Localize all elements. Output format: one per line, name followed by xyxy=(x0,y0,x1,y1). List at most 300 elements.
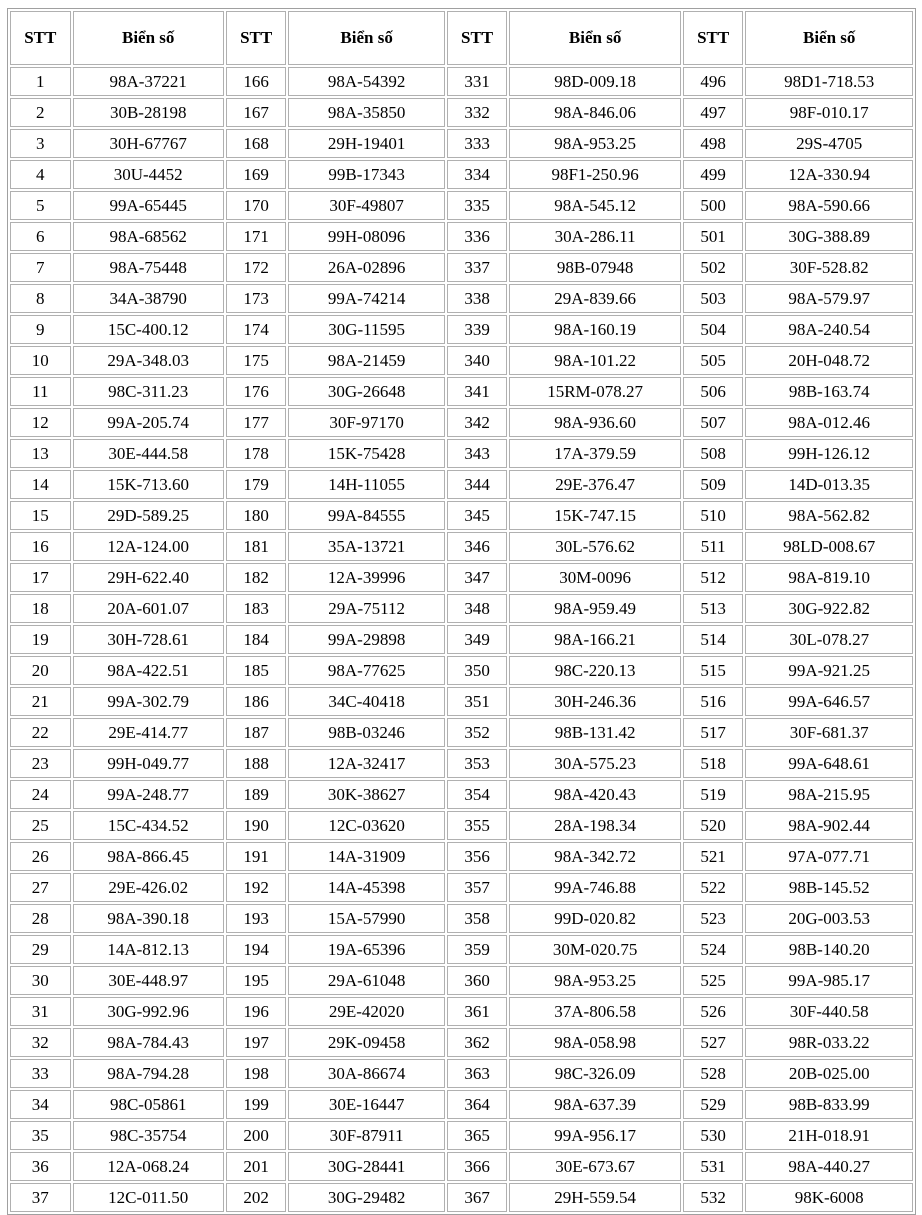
stt-cell: 331 xyxy=(447,67,508,96)
stt-cell: 169 xyxy=(226,160,287,189)
plate-cell: 98F-010.17 xyxy=(745,98,913,127)
stt-cell: 364 xyxy=(447,1090,508,1119)
stt-cell: 175 xyxy=(226,346,287,375)
stt-cell: 511 xyxy=(683,532,744,561)
table-row xyxy=(10,501,913,530)
stt-cell: 524 xyxy=(683,935,744,964)
plate-cell: 98B-140.20 xyxy=(745,935,913,964)
stt-cell: 190 xyxy=(226,811,287,840)
plate-cell: 14A-812.13 xyxy=(73,935,224,964)
header-stt: STT xyxy=(683,11,744,65)
header-stt: STT xyxy=(447,11,508,65)
stt-cell: 514 xyxy=(683,625,744,654)
plate-cell: 98A-21459 xyxy=(288,346,444,375)
stt-cell: 336 xyxy=(447,222,508,251)
plate-cell: 29K-09458 xyxy=(288,1028,444,1057)
stt-cell: 16 xyxy=(10,532,71,561)
stt-cell: 35 xyxy=(10,1121,71,1150)
stt-cell: 348 xyxy=(447,594,508,623)
stt-cell: 357 xyxy=(447,873,508,902)
plate-cell: 98R-033.22 xyxy=(745,1028,913,1057)
stt-cell: 366 xyxy=(447,1152,508,1181)
plate-cell: 98LD-008.67 xyxy=(745,532,913,561)
plate-cell: 30H-246.36 xyxy=(509,687,681,716)
stt-cell: 15 xyxy=(10,501,71,530)
stt-cell: 23 xyxy=(10,749,71,778)
stt-cell: 25 xyxy=(10,811,71,840)
plate-cell: 12C-011.50 xyxy=(73,1183,224,1212)
plate-cell: 98B-07948 xyxy=(509,253,681,282)
plate-cell: 99A-746.88 xyxy=(509,873,681,902)
plate-cell: 99A-248.77 xyxy=(73,780,224,809)
stt-cell: 178 xyxy=(226,439,287,468)
stt-cell: 9 xyxy=(10,315,71,344)
plate-cell: 12A-32417 xyxy=(288,749,444,778)
plate-cell: 98A-160.19 xyxy=(509,315,681,344)
stt-cell: 19 xyxy=(10,625,71,654)
plate-cell: 98A-166.21 xyxy=(509,625,681,654)
plate-cell: 30H-67767 xyxy=(73,129,224,158)
plate-cell: 12A-39996 xyxy=(288,563,444,592)
header-plate: Biển số xyxy=(509,11,681,65)
plate-cell: 29S-4705 xyxy=(745,129,913,158)
table-row xyxy=(10,904,913,933)
stt-cell: 26 xyxy=(10,842,71,871)
license-plate-table-container xyxy=(7,8,916,1215)
plate-cell: 30A-286.11 xyxy=(509,222,681,251)
plate-cell: 20A-601.07 xyxy=(73,594,224,623)
table-row xyxy=(10,1152,913,1181)
stt-cell: 345 xyxy=(447,501,508,530)
stt-cell: 185 xyxy=(226,656,287,685)
plate-cell: 30F-440.58 xyxy=(745,997,913,1026)
plate-cell: 99A-956.17 xyxy=(509,1121,681,1150)
stt-cell: 527 xyxy=(683,1028,744,1057)
stt-cell: 8 xyxy=(10,284,71,313)
plate-cell: 99A-648.61 xyxy=(745,749,913,778)
plate-cell: 98C-35754 xyxy=(73,1121,224,1150)
stt-cell: 184 xyxy=(226,625,287,654)
plate-cell: 99A-65445 xyxy=(73,191,224,220)
stt-cell: 350 xyxy=(447,656,508,685)
plate-cell: 99H-049.77 xyxy=(73,749,224,778)
stt-cell: 360 xyxy=(447,966,508,995)
stt-cell: 354 xyxy=(447,780,508,809)
stt-cell: 509 xyxy=(683,470,744,499)
plate-cell: 30H-728.61 xyxy=(73,625,224,654)
plate-cell: 14D-013.35 xyxy=(745,470,913,499)
table-row xyxy=(10,563,913,592)
stt-cell: 13 xyxy=(10,439,71,468)
table-row xyxy=(10,780,913,809)
stt-cell: 31 xyxy=(10,997,71,1026)
stt-cell: 344 xyxy=(447,470,508,499)
header-plate: Biển số xyxy=(745,11,913,65)
table-row xyxy=(10,1183,913,1212)
plate-cell: 98F1-250.96 xyxy=(509,160,681,189)
stt-cell: 343 xyxy=(447,439,508,468)
plate-cell: 15K-75428 xyxy=(288,439,444,468)
plate-cell: 98A-75448 xyxy=(73,253,224,282)
header-plate: Biển số xyxy=(288,11,444,65)
plate-cell: 99A-74214 xyxy=(288,284,444,313)
stt-cell: 358 xyxy=(447,904,508,933)
stt-cell: 347 xyxy=(447,563,508,592)
plate-cell: 15K-747.15 xyxy=(509,501,681,530)
table-row xyxy=(10,67,913,96)
plate-cell: 98D1-718.53 xyxy=(745,67,913,96)
stt-cell: 166 xyxy=(226,67,287,96)
table-row xyxy=(10,811,913,840)
plate-cell: 29E-42020 xyxy=(288,997,444,1026)
stt-cell: 528 xyxy=(683,1059,744,1088)
plate-cell: 30L-576.62 xyxy=(509,532,681,561)
stt-cell: 202 xyxy=(226,1183,287,1212)
plate-cell: 29A-75112 xyxy=(288,594,444,623)
plate-cell: 99A-84555 xyxy=(288,501,444,530)
plate-cell: 30F-681.37 xyxy=(745,718,913,747)
stt-cell: 179 xyxy=(226,470,287,499)
plate-cell: 15K-713.60 xyxy=(73,470,224,499)
table-row xyxy=(10,687,913,716)
stt-cell: 356 xyxy=(447,842,508,871)
stt-cell: 200 xyxy=(226,1121,287,1150)
plate-cell: 15RM-078.27 xyxy=(509,377,681,406)
plate-cell: 30G-922.82 xyxy=(745,594,913,623)
plate-cell: 14H-11055 xyxy=(288,470,444,499)
stt-cell: 523 xyxy=(683,904,744,933)
table-row xyxy=(10,966,913,995)
stt-cell: 519 xyxy=(683,780,744,809)
stt-cell: 500 xyxy=(683,191,744,220)
plate-cell: 30U-4452 xyxy=(73,160,224,189)
plate-cell: 14A-45398 xyxy=(288,873,444,902)
stt-cell: 517 xyxy=(683,718,744,747)
stt-cell: 338 xyxy=(447,284,508,313)
table-row xyxy=(10,439,913,468)
plate-cell: 34C-40418 xyxy=(288,687,444,716)
plate-cell: 30F-97170 xyxy=(288,408,444,437)
stt-cell: 4 xyxy=(10,160,71,189)
plate-cell: 12A-068.24 xyxy=(73,1152,224,1181)
stt-cell: 526 xyxy=(683,997,744,1026)
plate-cell: 29A-61048 xyxy=(288,966,444,995)
stt-cell: 501 xyxy=(683,222,744,251)
plate-cell: 98A-545.12 xyxy=(509,191,681,220)
table-row xyxy=(10,532,913,561)
table-row xyxy=(10,656,913,685)
stt-cell: 337 xyxy=(447,253,508,282)
table-row xyxy=(10,470,913,499)
stt-cell: 515 xyxy=(683,656,744,685)
stt-cell: 341 xyxy=(447,377,508,406)
plate-cell: 30G-992.96 xyxy=(73,997,224,1026)
table-row xyxy=(10,1090,913,1119)
table-row xyxy=(10,377,913,406)
stt-cell: 7 xyxy=(10,253,71,282)
plate-cell: 99H-08096 xyxy=(288,222,444,251)
table-row xyxy=(10,625,913,654)
stt-cell: 32 xyxy=(10,1028,71,1057)
stt-cell: 3 xyxy=(10,129,71,158)
plate-cell: 30M-020.75 xyxy=(509,935,681,964)
plate-cell: 26A-02896 xyxy=(288,253,444,282)
stt-cell: 191 xyxy=(226,842,287,871)
stt-cell: 186 xyxy=(226,687,287,716)
stt-cell: 367 xyxy=(447,1183,508,1212)
license-plate-table xyxy=(7,8,916,1215)
plate-cell: 98A-420.43 xyxy=(509,780,681,809)
stt-cell: 512 xyxy=(683,563,744,592)
stt-cell: 176 xyxy=(226,377,287,406)
stt-cell: 198 xyxy=(226,1059,287,1088)
stt-cell: 504 xyxy=(683,315,744,344)
stt-cell: 20 xyxy=(10,656,71,685)
plate-cell: 98A-54392 xyxy=(288,67,444,96)
stt-cell: 192 xyxy=(226,873,287,902)
plate-cell: 35A-13721 xyxy=(288,532,444,561)
plate-cell: 29E-376.47 xyxy=(509,470,681,499)
plate-cell: 98A-562.82 xyxy=(745,501,913,530)
plate-cell: 99A-646.57 xyxy=(745,687,913,716)
table-row xyxy=(10,191,913,220)
plate-cell: 98A-794.28 xyxy=(73,1059,224,1088)
stt-cell: 339 xyxy=(447,315,508,344)
stt-cell: 332 xyxy=(447,98,508,127)
plate-cell: 30G-29482 xyxy=(288,1183,444,1212)
plate-cell: 99D-020.82 xyxy=(509,904,681,933)
stt-cell: 173 xyxy=(226,284,287,313)
stt-cell: 513 xyxy=(683,594,744,623)
stt-cell: 33 xyxy=(10,1059,71,1088)
stt-cell: 199 xyxy=(226,1090,287,1119)
plate-cell: 99A-29898 xyxy=(288,625,444,654)
plate-cell: 98C-326.09 xyxy=(509,1059,681,1088)
stt-cell: 532 xyxy=(683,1183,744,1212)
plate-cell: 98A-390.18 xyxy=(73,904,224,933)
stt-cell: 496 xyxy=(683,67,744,96)
stt-cell: 349 xyxy=(447,625,508,654)
plate-cell: 12A-330.94 xyxy=(745,160,913,189)
stt-cell: 11 xyxy=(10,377,71,406)
stt-cell: 183 xyxy=(226,594,287,623)
plate-cell: 98B-145.52 xyxy=(745,873,913,902)
stt-cell: 531 xyxy=(683,1152,744,1181)
plate-cell: 98C-220.13 xyxy=(509,656,681,685)
stt-cell: 21 xyxy=(10,687,71,716)
stt-cell: 29 xyxy=(10,935,71,964)
stt-cell: 503 xyxy=(683,284,744,313)
plate-cell: 30E-448.97 xyxy=(73,966,224,995)
stt-cell: 335 xyxy=(447,191,508,220)
stt-cell: 363 xyxy=(447,1059,508,1088)
plate-cell: 29A-348.03 xyxy=(73,346,224,375)
stt-cell: 351 xyxy=(447,687,508,716)
plate-cell: 30F-49807 xyxy=(288,191,444,220)
plate-cell: 98A-240.54 xyxy=(745,315,913,344)
stt-cell: 499 xyxy=(683,160,744,189)
stt-cell: 187 xyxy=(226,718,287,747)
stt-cell: 168 xyxy=(226,129,287,158)
plate-cell: 98A-819.10 xyxy=(745,563,913,592)
plate-cell: 98A-866.45 xyxy=(73,842,224,871)
stt-cell: 34 xyxy=(10,1090,71,1119)
stt-cell: 172 xyxy=(226,253,287,282)
stt-cell: 505 xyxy=(683,346,744,375)
header-plate: Biển số xyxy=(73,11,224,65)
stt-cell: 197 xyxy=(226,1028,287,1057)
plate-cell: 12A-124.00 xyxy=(73,532,224,561)
table-row xyxy=(10,129,913,158)
stt-cell: 196 xyxy=(226,997,287,1026)
stt-cell: 17 xyxy=(10,563,71,592)
table-row xyxy=(10,1028,913,1057)
table-row xyxy=(10,935,913,964)
stt-cell: 195 xyxy=(226,966,287,995)
header-stt: STT xyxy=(226,11,287,65)
plate-cell: 98B-163.74 xyxy=(745,377,913,406)
plate-cell: 29A-839.66 xyxy=(509,284,681,313)
stt-cell: 5 xyxy=(10,191,71,220)
stt-cell: 518 xyxy=(683,749,744,778)
stt-cell: 530 xyxy=(683,1121,744,1150)
stt-cell: 346 xyxy=(447,532,508,561)
stt-cell: 180 xyxy=(226,501,287,530)
plate-cell: 98C-05861 xyxy=(73,1090,224,1119)
plate-cell: 98A-77625 xyxy=(288,656,444,685)
stt-cell: 14 xyxy=(10,470,71,499)
stt-cell: 508 xyxy=(683,439,744,468)
plate-cell: 30E-444.58 xyxy=(73,439,224,468)
plate-cell: 14A-31909 xyxy=(288,842,444,871)
table-row xyxy=(10,160,913,189)
plate-cell: 29D-589.25 xyxy=(73,501,224,530)
table-row xyxy=(10,1059,913,1088)
stt-cell: 529 xyxy=(683,1090,744,1119)
plate-cell: 98A-953.25 xyxy=(509,129,681,158)
plate-cell: 30A-575.23 xyxy=(509,749,681,778)
stt-cell: 353 xyxy=(447,749,508,778)
plate-cell: 15A-57990 xyxy=(288,904,444,933)
stt-cell: 177 xyxy=(226,408,287,437)
stt-cell: 18 xyxy=(10,594,71,623)
stt-cell: 30 xyxy=(10,966,71,995)
stt-cell: 355 xyxy=(447,811,508,840)
stt-cell: 362 xyxy=(447,1028,508,1057)
plate-cell: 19A-65396 xyxy=(288,935,444,964)
plate-cell: 98A-342.72 xyxy=(509,842,681,871)
plate-cell: 30F-87911 xyxy=(288,1121,444,1150)
plate-cell: 98B-03246 xyxy=(288,718,444,747)
stt-cell: 171 xyxy=(226,222,287,251)
stt-cell: 520 xyxy=(683,811,744,840)
stt-cell: 365 xyxy=(447,1121,508,1150)
table-row xyxy=(10,222,913,251)
plate-cell: 98A-959.49 xyxy=(509,594,681,623)
plate-cell: 98B-833.99 xyxy=(745,1090,913,1119)
plate-cell: 29H-559.54 xyxy=(509,1183,681,1212)
plate-cell: 98A-590.66 xyxy=(745,191,913,220)
plate-cell: 99A-302.79 xyxy=(73,687,224,716)
plate-cell: 30G-388.89 xyxy=(745,222,913,251)
plate-cell: 30L-078.27 xyxy=(745,625,913,654)
plate-cell: 98A-68562 xyxy=(73,222,224,251)
table-row xyxy=(10,1121,913,1150)
plate-cell: 98A-637.39 xyxy=(509,1090,681,1119)
table-body xyxy=(10,67,913,1212)
plate-cell: 30E-16447 xyxy=(288,1090,444,1119)
stt-cell: 334 xyxy=(447,160,508,189)
plate-cell: 30A-86674 xyxy=(288,1059,444,1088)
stt-cell: 170 xyxy=(226,191,287,220)
stt-cell: 342 xyxy=(447,408,508,437)
stt-cell: 497 xyxy=(683,98,744,127)
plate-cell: 37A-806.58 xyxy=(509,997,681,1026)
stt-cell: 510 xyxy=(683,501,744,530)
stt-cell: 506 xyxy=(683,377,744,406)
plate-cell: 30B-28198 xyxy=(73,98,224,127)
stt-cell: 182 xyxy=(226,563,287,592)
table-row xyxy=(10,253,913,282)
plate-cell: 30F-528.82 xyxy=(745,253,913,282)
plate-cell: 28A-198.34 xyxy=(509,811,681,840)
table-row xyxy=(10,98,913,127)
plate-cell: 98C-311.23 xyxy=(73,377,224,406)
plate-cell: 99A-921.25 xyxy=(745,656,913,685)
table-row xyxy=(10,997,913,1026)
stt-cell: 27 xyxy=(10,873,71,902)
header-stt: STT xyxy=(10,11,71,65)
plate-cell: 98A-784.43 xyxy=(73,1028,224,1057)
plate-cell: 98A-440.27 xyxy=(745,1152,913,1181)
plate-cell: 98A-936.60 xyxy=(509,408,681,437)
table-row xyxy=(10,718,913,747)
plate-cell: 20G-003.53 xyxy=(745,904,913,933)
plate-cell: 34A-38790 xyxy=(73,284,224,313)
stt-cell: 340 xyxy=(447,346,508,375)
plate-cell: 98A-215.95 xyxy=(745,780,913,809)
stt-cell: 36 xyxy=(10,1152,71,1181)
stt-cell: 189 xyxy=(226,780,287,809)
plate-cell: 29E-426.02 xyxy=(73,873,224,902)
stt-cell: 507 xyxy=(683,408,744,437)
plate-cell: 99H-126.12 xyxy=(745,439,913,468)
plate-cell: 98A-012.46 xyxy=(745,408,913,437)
plate-cell: 98A-422.51 xyxy=(73,656,224,685)
table-row xyxy=(10,749,913,778)
stt-cell: 181 xyxy=(226,532,287,561)
plate-cell: 98A-37221 xyxy=(73,67,224,96)
stt-cell: 12 xyxy=(10,408,71,437)
plate-cell: 20H-048.72 xyxy=(745,346,913,375)
plate-cell: 12C-03620 xyxy=(288,811,444,840)
stt-cell: 22 xyxy=(10,718,71,747)
stt-cell: 188 xyxy=(226,749,287,778)
stt-cell: 174 xyxy=(226,315,287,344)
plate-cell: 29H-622.40 xyxy=(73,563,224,592)
stt-cell: 2 xyxy=(10,98,71,127)
plate-cell: 30G-11595 xyxy=(288,315,444,344)
plate-cell: 98A-902.44 xyxy=(745,811,913,840)
stt-cell: 522 xyxy=(683,873,744,902)
plate-cell: 15C-434.52 xyxy=(73,811,224,840)
stt-cell: 525 xyxy=(683,966,744,995)
plate-cell: 98B-131.42 xyxy=(509,718,681,747)
plate-cell: 98A-35850 xyxy=(288,98,444,127)
plate-cell: 20B-025.00 xyxy=(745,1059,913,1088)
plate-cell: 30E-673.67 xyxy=(509,1152,681,1181)
table-row xyxy=(10,408,913,437)
